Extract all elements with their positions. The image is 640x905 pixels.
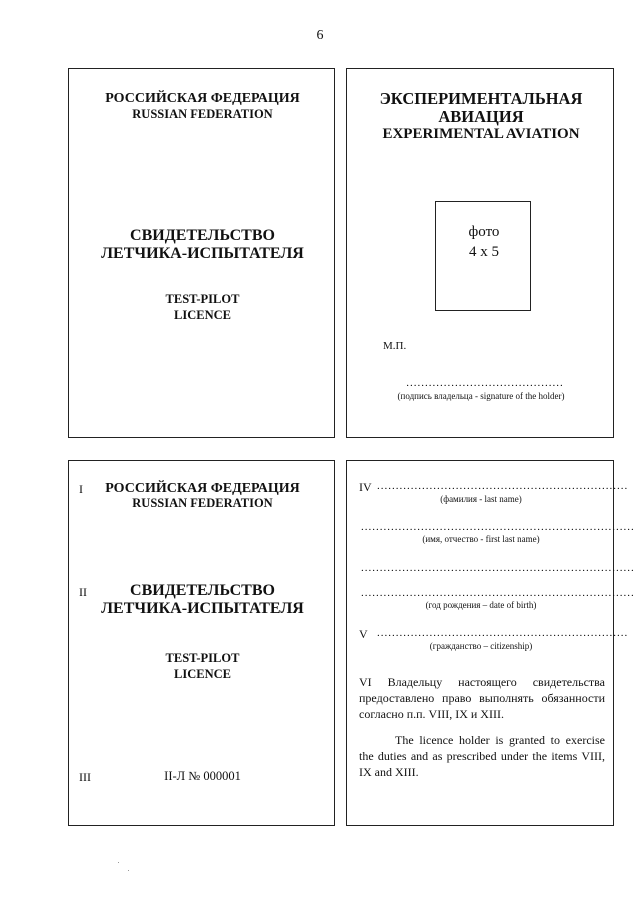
citizenship-line: ...................................................................	[377, 627, 629, 639]
last-name-line: ...................................................................	[377, 480, 629, 492]
scan-speck	[118, 862, 119, 863]
birth-date-caption: (год рождения – date of birth)	[425, 600, 537, 610]
experimental-title-line2: АВИАЦИЯ	[438, 107, 524, 126]
certificate-title-line2: ЛЕТЧИКА-ИСПЫТАТЕЛЯ	[101, 245, 304, 262]
country-ru: РОССИЙСКАЯ ФЕДЕРАЦИЯ	[105, 481, 300, 496]
photo-label-line2: 4 х 5	[469, 244, 499, 260]
country-en: RUSSIAN FEDERATION	[132, 107, 273, 121]
certificate-title-line1: СВИДЕТЕЛЬСТВО	[130, 227, 275, 244]
page-number: 6	[316, 28, 324, 43]
photo-placeholder	[435, 201, 531, 311]
rights-paragraph-en: The licence holder is granted to exercise the duties and as prescribed under the items VIII, IX and XIII.	[359, 733, 605, 779]
roman-numeral-1: I	[79, 482, 83, 496]
signature-line: ..........................................	[406, 377, 564, 389]
licence-title-line2: LICENCE	[174, 308, 231, 322]
licence-title-line1: TEST-PILOT	[165, 651, 240, 665]
roman-numeral-2: II	[79, 585, 87, 599]
birth-date-line: .........................................................................	[361, 587, 635, 599]
licence-title-line2: LICENCE	[174, 667, 231, 681]
last-name-caption: (фамилия - last name)	[440, 494, 522, 504]
scan-speck	[128, 870, 129, 871]
rights-paragraph-ru: VI Владельцу настоящего свидетельства предоставлено право выполнять обязанности согласно п.п. VIII, IX и XIII.	[359, 675, 605, 721]
blank-line: .........................................................................	[361, 562, 635, 574]
roman-numeral-5: V	[359, 627, 368, 641]
signature-caption: (подпись владельца - signature of the holder)	[397, 391, 565, 401]
first-name-line: .........................................................................	[361, 521, 635, 533]
roman-numeral-4: IV	[359, 480, 372, 494]
licence-number: II-Л № 000001	[164, 769, 241, 783]
experimental-title-en: EXPERIMENTAL AVIATION	[382, 126, 580, 142]
licence-title-line1: TEST-PILOT	[165, 292, 240, 306]
inner-panel-bottom-right	[346, 460, 635, 826]
first-name-caption: (имя, отчество - first last name)	[422, 534, 540, 544]
photo-label-line1: фото	[468, 224, 500, 240]
inner-panel-bottom-left	[68, 460, 335, 826]
citizenship-caption: (гражданство – citizenship)	[429, 641, 533, 651]
country-ru: РОССИЙСКАЯ ФЕДЕРАЦИЯ	[105, 91, 300, 106]
cover-panel-top-left	[68, 68, 335, 438]
roman-numeral-3: III	[79, 770, 91, 784]
cover-panel-top-right	[346, 68, 614, 438]
certificate-title-line1: СВИДЕТЕЛЬСТВО	[130, 582, 275, 599]
experimental-title-line1: ЭКСПЕРИМЕНТАЛЬНАЯ	[379, 89, 583, 108]
stamp-label: М.П.	[383, 340, 407, 352]
country-en: RUSSIAN FEDERATION	[132, 496, 273, 510]
certificate-title-line2: ЛЕТЧИКА-ИСПЫТАТЕЛЯ	[101, 600, 304, 617]
